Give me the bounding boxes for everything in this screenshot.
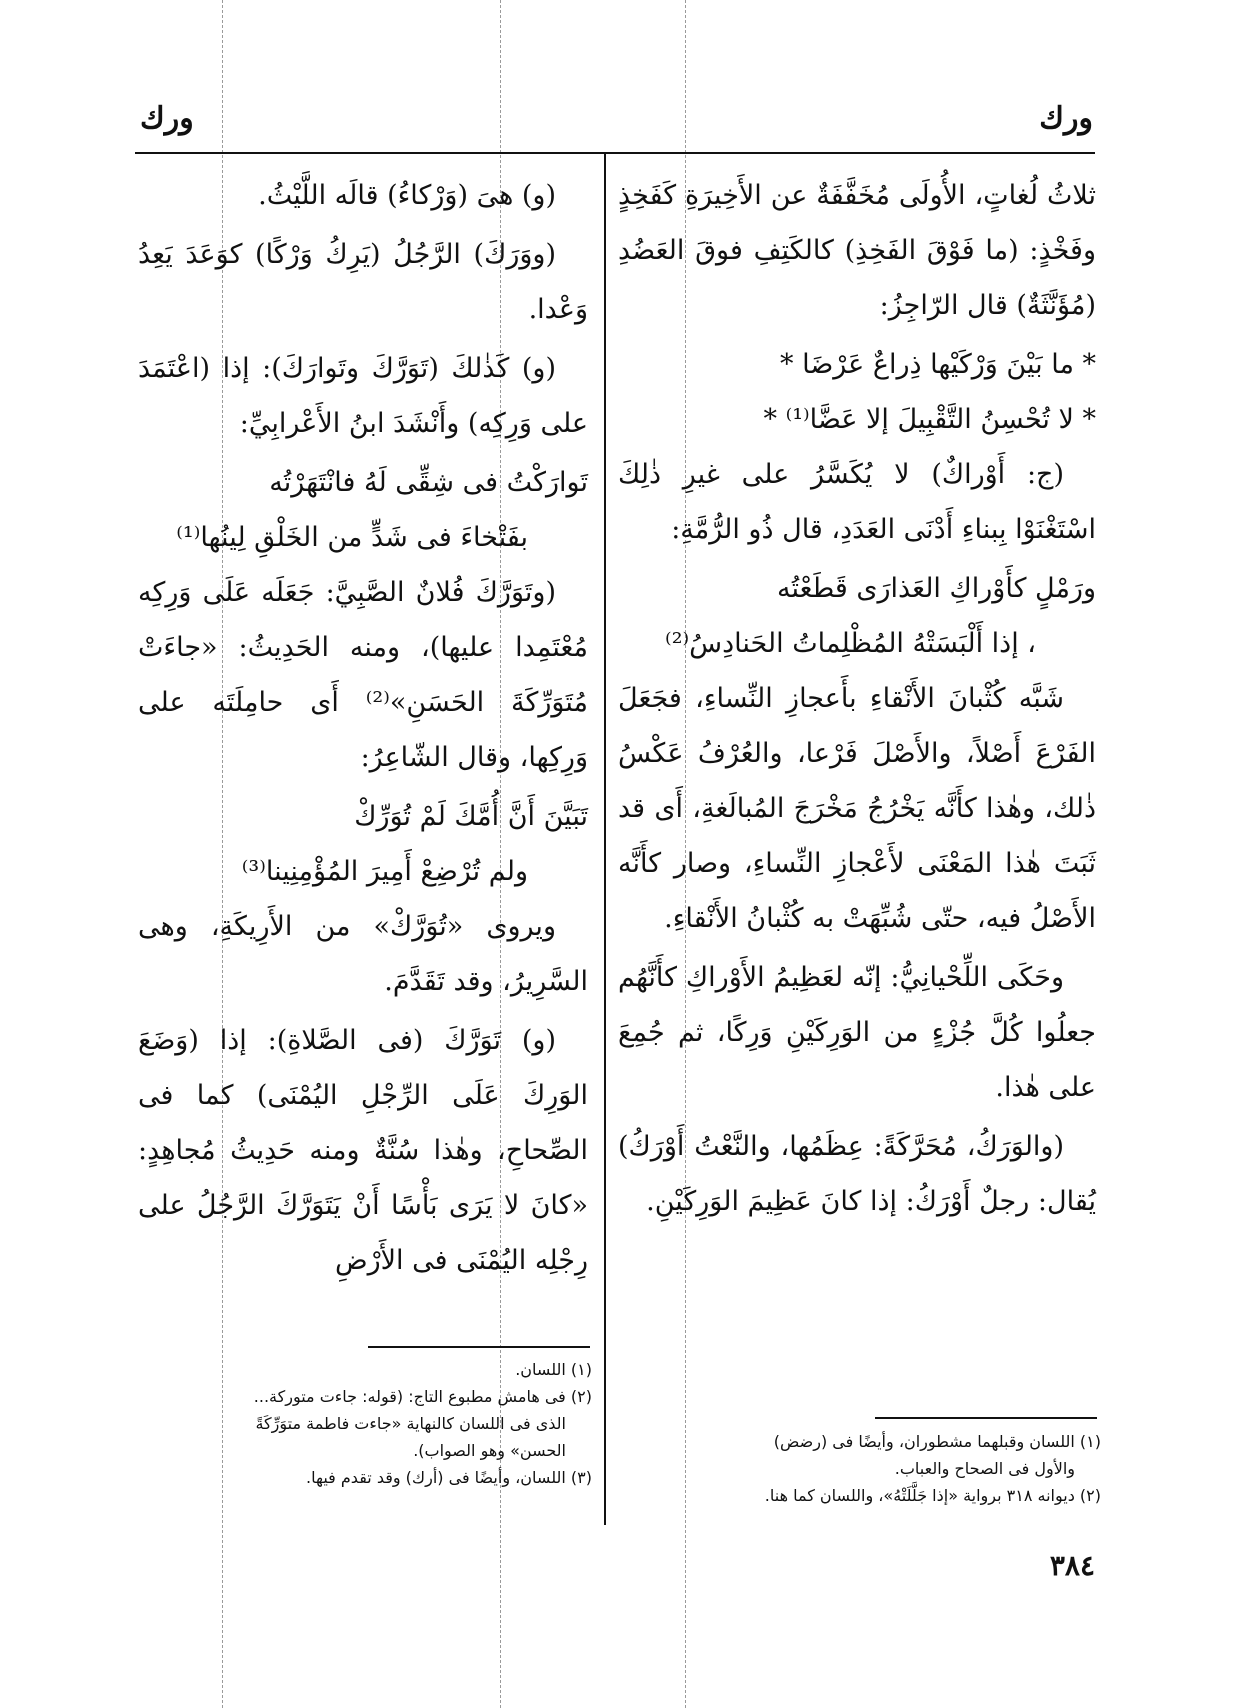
footnote: (١) اللسان. [515,1360,592,1379]
paragraph: ويروى «تُوَرَّكْ» من الأَرِيكَةِ، وهى السَّرِيرُ، وقد تَقَدَّمَ. [138,911,588,997]
verse-line: بفَتْخاءَ فى شَدٍّ من الخَلْقِ لِينُها⁽¹⁾ [176,522,528,553]
paragraph: وحَكَى اللِّحْيانِيُّ: إنّه لعَظِيمُ الأَوْراكِ كأَنَّهُم جعلُوا كُلَّ جُزْءٍ من الوَرِكَيْنِ وَرِكًا، ثم جُمِعَ على هٰذا. [618,962,1096,1103]
footnote-continuation: الذى فى اللسان كالنهاية «جاءت فاطمة متوَرِّكَةً [255,1414,566,1433]
column-divider [604,153,606,1525]
verse-line: ورَمْلٍ كأَوْراكِ العَذارَى قَطَعْتُه [777,573,1096,604]
page-number: ٣٨٤ [1049,1549,1095,1582]
footnote: (٣) اللسان، وأيضًا فى (أرك) وقد تقدم فيها. [305,1468,592,1487]
footnote-rule-right [875,1417,1097,1419]
footnote: (٢) فى هامش مطبوع التاج: (قوله: جاءت متوركة... [253,1387,592,1406]
paragraph: (وتَوَرَّكَ فُلانٌ الصَّبِيَّ: جَعَلَه عَلَى وَرِكِه مُعْتَمِدا عليها)، ومنه الحَدِيثُ: «جاءَتْ مُتَوَرِّكَةَ الحَسَنِ»⁽²⁾ أَى حامِلَتَه على وَرِكِها، وقال الشّاعِرُ: [138,577,588,773]
verse-line: * ما بَيْنَ وَرْكَيْها ذِراعٌ عَرْضَا * [780,349,1096,380]
footnote: (٢) ديوانه ٣١٨ برواية «إذا جَلَّلَتْهُ»، واللسان كما هنا. [764,1486,1101,1505]
paragraph: (ووَرَكَ) الرَّجُلُ (يَرِكُ وَرْكًا) كوَعَدَ يَعِدُ وَعْدا. [138,239,588,325]
footnote-continuation: والأول فى الصحاح والعباب. [894,1459,1075,1478]
footnote-rule-left [368,1346,590,1348]
left-column [138,168,588,1292]
header-rule [135,152,1095,154]
paragraph: شَبَّه كُثْبانَ الأَنْقاءِ بأَعجازِ النِّساءِ، فجَعَلَ الفَرْعَ أَصْلاً، والأَصْلَ فَرْعا، والعُرْفُ عَكْسُ ذٰلك، وهٰذا كأَنَّه يَخْرُجُ مَخْرَجَ المُبالَغةِ، أَى قد ثَبَتَ هٰذا المَعْنَى لأَعْجازِ النِّساءِ، وصار كأَنَّه الأَصْلُ فيه، حتّى شُبِّهَتْ به كُثْبانُ الأَنْقاءِ. [618,683,1096,934]
footnote: (١) اللسان وقبلهما مشطوران، وأيضًا فى (رضض) [773,1432,1101,1451]
verse-line: ، إذا أَلْبَسَتْهُ المُظْلِماتُ الحَنادِسُ⁽²⁾ [665,628,1036,659]
paragraph: (ج: أَوْراكٌ) لا يُكَسَّرُ على غيرِ ذٰلِكَ اسْتَغْنَوْا بِبناءِ أَدْنَى العَدَدِ، قال ذُو الرُّمَّةِ: [618,459,1096,545]
paragraph: (و) كَذٰلكَ (تَوَرَّكَ وتَوارَكَ): إذا (اعْتَمَدَ على وَرِكِه) وأَنْشَدَ ابنُ الأَعْرابِيِّ: [138,353,588,439]
paragraph: (و) هىَ (وَرْكاءُ) قالَه اللَّيْثُ. [258,180,556,211]
footnotes-right [635,1428,1101,1509]
right-column [618,168,1096,1233]
paragraph: (والوَرَكُ، مُحَرَّكَةً: عِظَمُها، والنَّعْتُ أَوْرَكُ) يُقال: رجلٌ أَوْرَكُ: إذا كانَ عَظِيمَ الوَرِكَيْنِ. [618,1131,1096,1217]
verse-line: ولم تُرْضِعْ أَمِيرَ المُؤْمِنِينا⁽³⁾ [241,856,528,887]
footnotes-left [160,1356,592,1491]
paragraph: ثلاثُ لُغاتٍ، الأُولَى مُخَفَّفَةٌ عن الأَخِيرَةِ كَفَخِذٍ وفَخْذٍ: (ما فَوْقَ الفَخِذِ) كالكَتِفِ فوقَ العَضُدِ (مُؤَنَّثَةٌ) قال الرّاجِزُ: [618,180,1096,321]
footnote-continuation: الحسن» وهو الصواب). [413,1441,566,1460]
paragraph: (و) تَوَرَّكَ (فى الصَّلاةِ): إذا (وَضَعَ الوَرِكَ عَلَى الرِّجْلِ اليُمْنَى) كما فى الصِّحاحِ، وهٰذا سُنَّةٌ ومنه حَدِيثُ مُجاهِدٍ: «كانَ لا يَرَى بَأْسًا أَنْ يَتَوَرَّكَ الرَّجُلُ على رِجْلِه اليُمْنَى فى الأَرْضِ [138,1025,588,1276]
verse-line: تَبَيَّنَ أَنَّ أُمَّكَ لَمْ تُوَرِّكْ [354,801,588,832]
verse-line: * لا تُحْسِنُ التَّقْبِيلَ إلا عَضَّا⁽¹⁾ * [763,404,1096,435]
running-header-left: ورك [140,101,194,136]
verse-line: تَوارَكْتُ فى شِقِّى لَهُ فانْتَهَرْتُه [269,467,588,498]
running-header-right: ورك [1039,101,1093,136]
